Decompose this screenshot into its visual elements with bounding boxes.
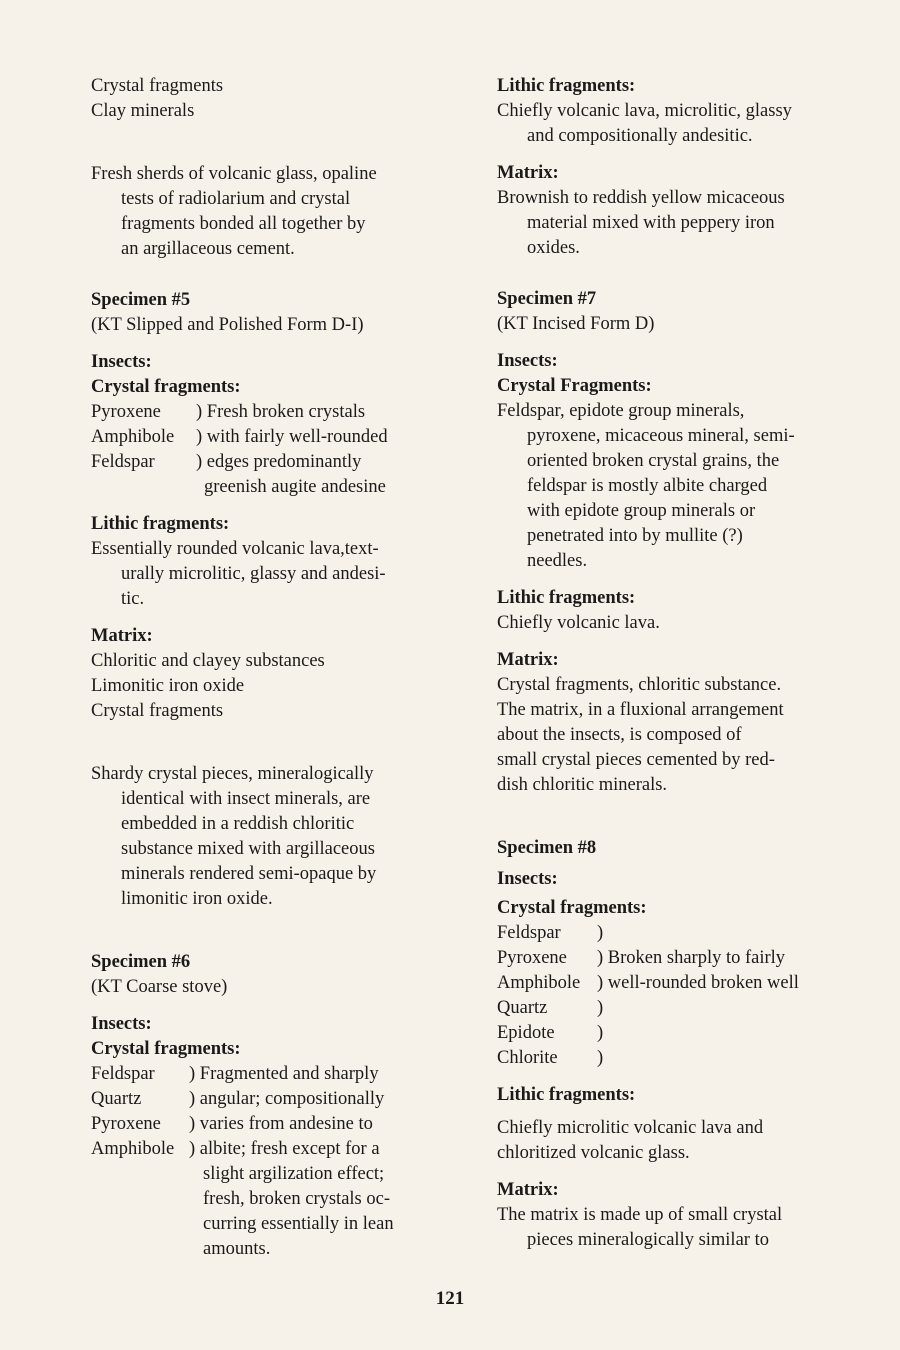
mineral-row	[91, 1087, 431, 1112]
specimen-5-subtitle: (KT Slipped and Polished Form D-I)	[91, 315, 364, 335]
crystal-fragments-label: Crystal fragments:	[91, 377, 241, 397]
page-number: 121	[435, 1288, 465, 1309]
matrix-line: The matrix, in a fluxional arrangement	[497, 700, 784, 720]
mineral-name: Amphibole	[497, 973, 581, 993]
mineral-description: ) angular; compositionally	[189, 1089, 385, 1109]
mineral-row	[497, 1046, 827, 1071]
mineral-description: ) well-rounded broken well	[597, 973, 799, 993]
mineral-continuation: curring essentially in lean	[203, 1214, 394, 1234]
intro-paragraph-line: Fresh sherds of volcanic glass, opaline	[91, 164, 377, 184]
matrix-line: Crystal fragments, chloritic substance.	[497, 675, 782, 695]
lithic-line: urally microlitic, glassy and andesi-	[121, 564, 386, 584]
lithic-fragments-label: Lithic fragments:	[497, 588, 636, 608]
crystal-line: pyroxene, micaceous mineral, semi-	[527, 426, 795, 446]
mineral-description: ) Fresh broken crystals	[196, 402, 366, 422]
matrix-line: Chloritic and clayey substances	[91, 651, 325, 671]
matrix-line: Brownish to reddish yellow micaceous	[497, 188, 785, 208]
crystal-fragments-label: Crystal fragments:	[497, 898, 647, 918]
specimen-5-title: Specimen #5	[91, 290, 191, 310]
mineral-continuation: slight argilization effect;	[203, 1164, 385, 1184]
mineral-row	[91, 450, 431, 475]
mineral-description: )	[597, 998, 604, 1018]
mineral-row	[497, 921, 827, 946]
mineral-name: Quartz	[497, 998, 548, 1018]
mineral-name: Amphibole	[91, 1139, 175, 1159]
lithic-fragments-label: Lithic fragments:	[91, 514, 230, 534]
matrix-line: oxides.	[527, 238, 580, 258]
mineral-name: Epidote	[497, 1023, 555, 1043]
mineral-row	[91, 400, 431, 425]
crystal-line: Feldspar, epidote group minerals,	[497, 401, 745, 421]
crystal-line: oriented broken crystal grains, the	[527, 451, 780, 471]
right-column	[497, 74, 827, 1253]
specimen-6-title: Specimen #6	[91, 952, 191, 972]
lithic-line: Chiefly microlitic volcanic lava and	[497, 1118, 764, 1138]
crystal-line: penetrated into by mullite (?)	[527, 526, 743, 546]
crystal-fragments-label: Crystal Fragments:	[497, 376, 652, 396]
matrix-line: Limonitic iron oxide	[91, 676, 245, 696]
mineral-row	[497, 971, 827, 996]
crystal-line: feldspar is mostly albite charged	[527, 476, 768, 496]
mineral-name: Pyroxene	[91, 402, 161, 422]
mineral-row	[497, 1021, 827, 1046]
mineral-description: )	[597, 1048, 604, 1068]
mineral-row	[497, 996, 827, 1021]
insects-label: Insects:	[91, 352, 152, 372]
paragraph-line: Shardy crystal pieces, mineralogically	[91, 764, 374, 784]
mineral-continuation: fresh, broken crystals oc-	[203, 1189, 390, 1209]
lithic-line: Essentially rounded volcanic lava,text-	[91, 539, 379, 559]
mineral-description: )	[597, 1023, 604, 1043]
matrix-label: Matrix:	[91, 626, 153, 646]
crystal-fragments-label: Crystal fragments:	[91, 1039, 241, 1059]
specimen-8-title: Specimen #8	[497, 838, 597, 858]
lithic-fragments-label: Lithic fragments:	[497, 1085, 636, 1105]
intro-paragraph-line: fragments bonded all together by	[121, 214, 366, 234]
mineral-name: Feldspar	[497, 923, 561, 943]
mineral-name: Quartz	[91, 1089, 142, 1109]
lithic-line: and compositionally andesitic.	[527, 126, 753, 146]
mineral-name: Chlorite	[497, 1048, 558, 1068]
mineral-row	[91, 1112, 431, 1137]
matrix-line: Crystal fragments	[91, 701, 224, 721]
matrix-label: Matrix:	[497, 650, 559, 670]
mineral-description: )	[597, 923, 604, 943]
paragraph-line: embedded in a reddish chloritic	[121, 814, 355, 834]
lithic-line: Chiefly volcanic lava.	[497, 613, 660, 633]
intro-line: Crystal fragments	[91, 76, 224, 96]
insects-label: Insects:	[497, 351, 558, 371]
lithic-fragments-label: Lithic fragments:	[497, 76, 636, 96]
crystal-line: with epidote group minerals or	[527, 501, 756, 521]
mineral-name: Feldspar	[91, 452, 155, 472]
matrix-line: small crystal pieces cemented by red-	[497, 750, 775, 770]
intro-paragraph-line: tests of radiolarium and crystal	[121, 189, 351, 209]
insects-label: Insects:	[91, 1014, 152, 1034]
matrix-label: Matrix:	[497, 163, 559, 183]
mineral-description: ) with fairly well-rounded	[196, 427, 388, 447]
mineral-name: Pyroxene	[497, 948, 567, 968]
matrix-line: dish chloritic minerals.	[497, 775, 668, 795]
matrix-label: Matrix:	[497, 1180, 559, 1200]
mineral-description: ) edges predominantly	[196, 452, 362, 472]
paragraph-line: minerals rendered semi-opaque by	[121, 864, 377, 884]
mineral-name: Feldspar	[91, 1064, 155, 1084]
lithic-line: Chiefly volcanic lava, microlitic, glassy	[497, 101, 792, 121]
intro-paragraph-line: an argillaceous cement.	[121, 239, 295, 259]
specimen-7-subtitle: (KT Incised Form D)	[497, 314, 655, 334]
mineral-name: Pyroxene	[91, 1114, 161, 1134]
mineral-description: ) Fragmented and sharply	[189, 1064, 379, 1084]
mineral-description: ) Broken sharply to fairly	[597, 948, 786, 968]
paragraph-line: substance mixed with argillaceous	[121, 839, 375, 859]
mineral-name: Amphibole	[91, 427, 175, 447]
mineral-continuation: amounts.	[203, 1239, 271, 1259]
mineral-row	[497, 946, 827, 971]
matrix-line: pieces mineralogically similar to	[527, 1230, 769, 1250]
lithic-line: chloritized volcanic glass.	[497, 1143, 690, 1163]
specimen-6-subtitle: (KT Coarse stove)	[91, 977, 228, 997]
matrix-line: material mixed with peppery iron	[527, 213, 775, 233]
mineral-description: ) albite; fresh except for a	[189, 1139, 380, 1159]
lithic-line: tic.	[121, 589, 145, 609]
matrix-line: The matrix is made up of small crystal	[497, 1205, 783, 1225]
mineral-row	[91, 1137, 431, 1162]
mineral-continuation: greenish augite andesine	[204, 477, 386, 497]
specimen-7-title: Specimen #7	[497, 289, 597, 309]
intro-line: Clay minerals	[91, 101, 195, 121]
paragraph-line: identical with insect minerals, are	[121, 789, 371, 809]
crystal-line: needles.	[527, 551, 588, 571]
paragraph-line: limonitic iron oxide.	[121, 889, 273, 909]
mineral-row	[91, 1062, 431, 1087]
mineral-description: ) varies from andesine to	[189, 1114, 373, 1134]
mineral-row	[91, 425, 431, 450]
matrix-line: about the insects, is composed of	[497, 725, 742, 745]
insects-label: Insects:	[497, 869, 558, 889]
left-column	[91, 74, 431, 1262]
